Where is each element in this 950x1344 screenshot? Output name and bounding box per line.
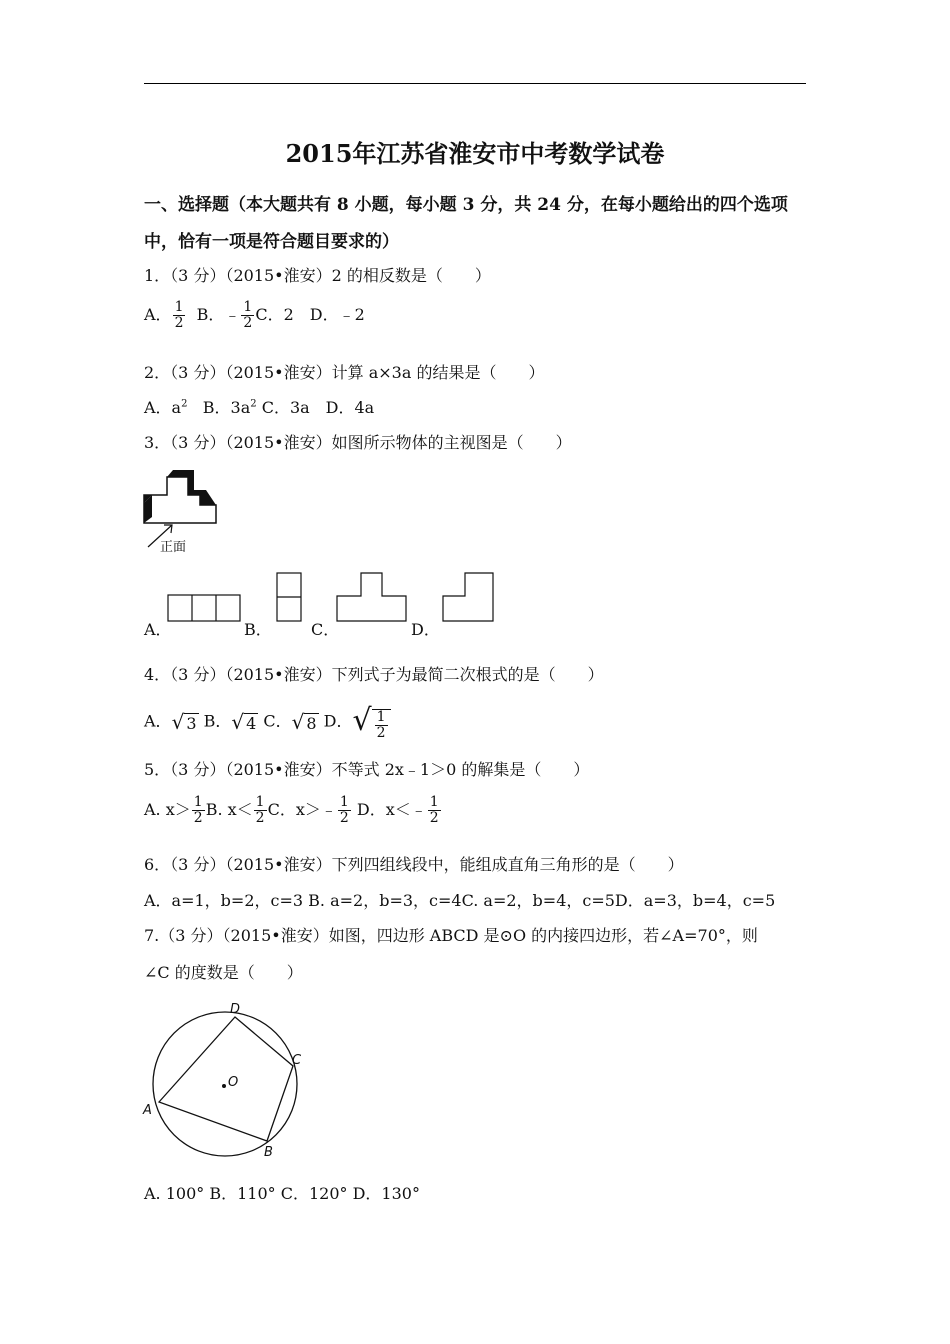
- q1-stem: 1．（3 分）（2015•淮安）2 的相反数是（ ）: [144, 266, 491, 285]
- q6-stem: 6．（3 分）（2015•淮安）下列四组线段中，能组成直角三角形的是（ ）: [144, 855, 684, 874]
- q1-option-cd: C．2 D．﹣2: [255, 305, 365, 324]
- q5-option-d: D．x＜﹣: [356, 800, 427, 819]
- q7-label-d: D: [230, 1002, 241, 1017]
- q5-options: [144, 795, 442, 826]
- header-rule: [144, 83, 806, 84]
- q5-option-d-fraction: $\frac{1}{2}$: [429, 794, 439, 826]
- q6-options: A．a=1，b=2，c=3 B. a=2，b=3，c=4C. a=2，b=4，c=5D．a=3，b=4，c=5: [144, 891, 776, 910]
- page-title: 2015年江苏省淮安市中考数学试卷: [285, 139, 665, 168]
- q1-option-b-fraction: $\frac{1}{2}$: [243, 299, 253, 331]
- q3-option-c-label: C．: [311, 620, 340, 639]
- q7-label-a: A: [143, 1103, 152, 1118]
- q2-stem: 2．（3 分）（2015•淮安）计算 a×3a 的结果是（ ）: [144, 363, 545, 382]
- q2-option-a-exponent: 2: [181, 398, 188, 410]
- q5-option-c: C．x＞﹣: [267, 800, 337, 819]
- q4-option-a-sqrt: √ 3: [171, 710, 197, 734]
- q1-option-a-fraction: $\frac{1}{2}$: [174, 299, 184, 331]
- q5-stem: 5．（3 分）（2015•淮安）不等式 2x﹣1＞0 的解集是（ ）: [144, 760, 590, 779]
- q4-option-c-sqrt: √ 8: [291, 710, 317, 734]
- q3-option-a-label: A．: [144, 620, 172, 639]
- q2-options: [144, 395, 374, 418]
- q5-option-b: B. x＜: [205, 800, 253, 819]
- q4-option-a-label: A．: [144, 711, 172, 731]
- q3-solid-figure: [140, 465, 225, 560]
- q3-option-a-figure: [167, 594, 243, 624]
- q1-option-a-label: A．: [144, 305, 172, 324]
- q7-options: A. 100° B．110° C．120° D．130°: [144, 1184, 420, 1203]
- q3-option-d-label: D．: [411, 620, 440, 639]
- q3-option-b-label: B．: [244, 620, 272, 639]
- q4-option-b-sqrt: √ 4: [231, 710, 257, 734]
- q3-option-c-figure: [336, 572, 410, 624]
- q5-option-a: A. x＞: [144, 800, 191, 819]
- q2-option-b-exponent: 2: [250, 398, 257, 410]
- q5-option-b-fraction: $\frac{1}{2}$: [255, 794, 265, 826]
- q7-quadrilateral: [159, 1017, 293, 1141]
- q3-option-d-figure: [442, 572, 496, 624]
- q4-options: [144, 703, 391, 741]
- q7-label-c: C: [292, 1053, 302, 1068]
- q3-option-b-figure: [276, 572, 304, 624]
- q7-label-o: O: [228, 1075, 239, 1090]
- q2-option-cd: C．3a D．4a: [261, 398, 375, 417]
- section-heading-line2: 中，恰有一项是符合题目要求的）: [144, 232, 399, 252]
- q4-option-c-label: C．: [263, 711, 292, 731]
- q1-option-b-label: B．﹣: [196, 305, 241, 324]
- q7-center-point: [222, 1084, 226, 1088]
- q4-option-d-sqrt: √ $\frac{1}{2}$: [353, 703, 391, 741]
- q2-option-a: A．a: [144, 398, 182, 417]
- q4-stem: 4．（3 分）（2015•淮安）下列式子为最简二次根式的是（ ）: [144, 665, 604, 684]
- q7-stem-line2: ∠C 的度数是（ ）: [144, 963, 303, 982]
- q2-option-b: B．3a: [202, 398, 251, 417]
- q4-option-d-label: D．: [323, 711, 353, 731]
- q5-option-c-fraction: $\frac{1}{2}$: [339, 794, 349, 826]
- q3-stem: 3．（3 分）（2015•淮安）如图所示物体的主视图是（ ）: [144, 433, 572, 452]
- q5-option-a-fraction: $\frac{1}{2}$: [193, 794, 203, 826]
- q7-stem-line1: 7.（3 分）（2015•淮安）如图，四边形 ABCD 是⊙O 的内接四边形，若∠A=70°，则: [144, 926, 758, 945]
- q7-label-b: B: [264, 1145, 273, 1160]
- q3-front-label: 正面: [160, 540, 187, 555]
- q4-option-b-label: B．: [203, 711, 232, 731]
- q7-circle-figure: [138, 998, 313, 1163]
- q1-options: [144, 300, 365, 331]
- section-heading-line1: 一、选择题（本大题共有 8 小题，每小题 3 分，共 24 分，在每小题给出的四个选项: [144, 195, 788, 215]
